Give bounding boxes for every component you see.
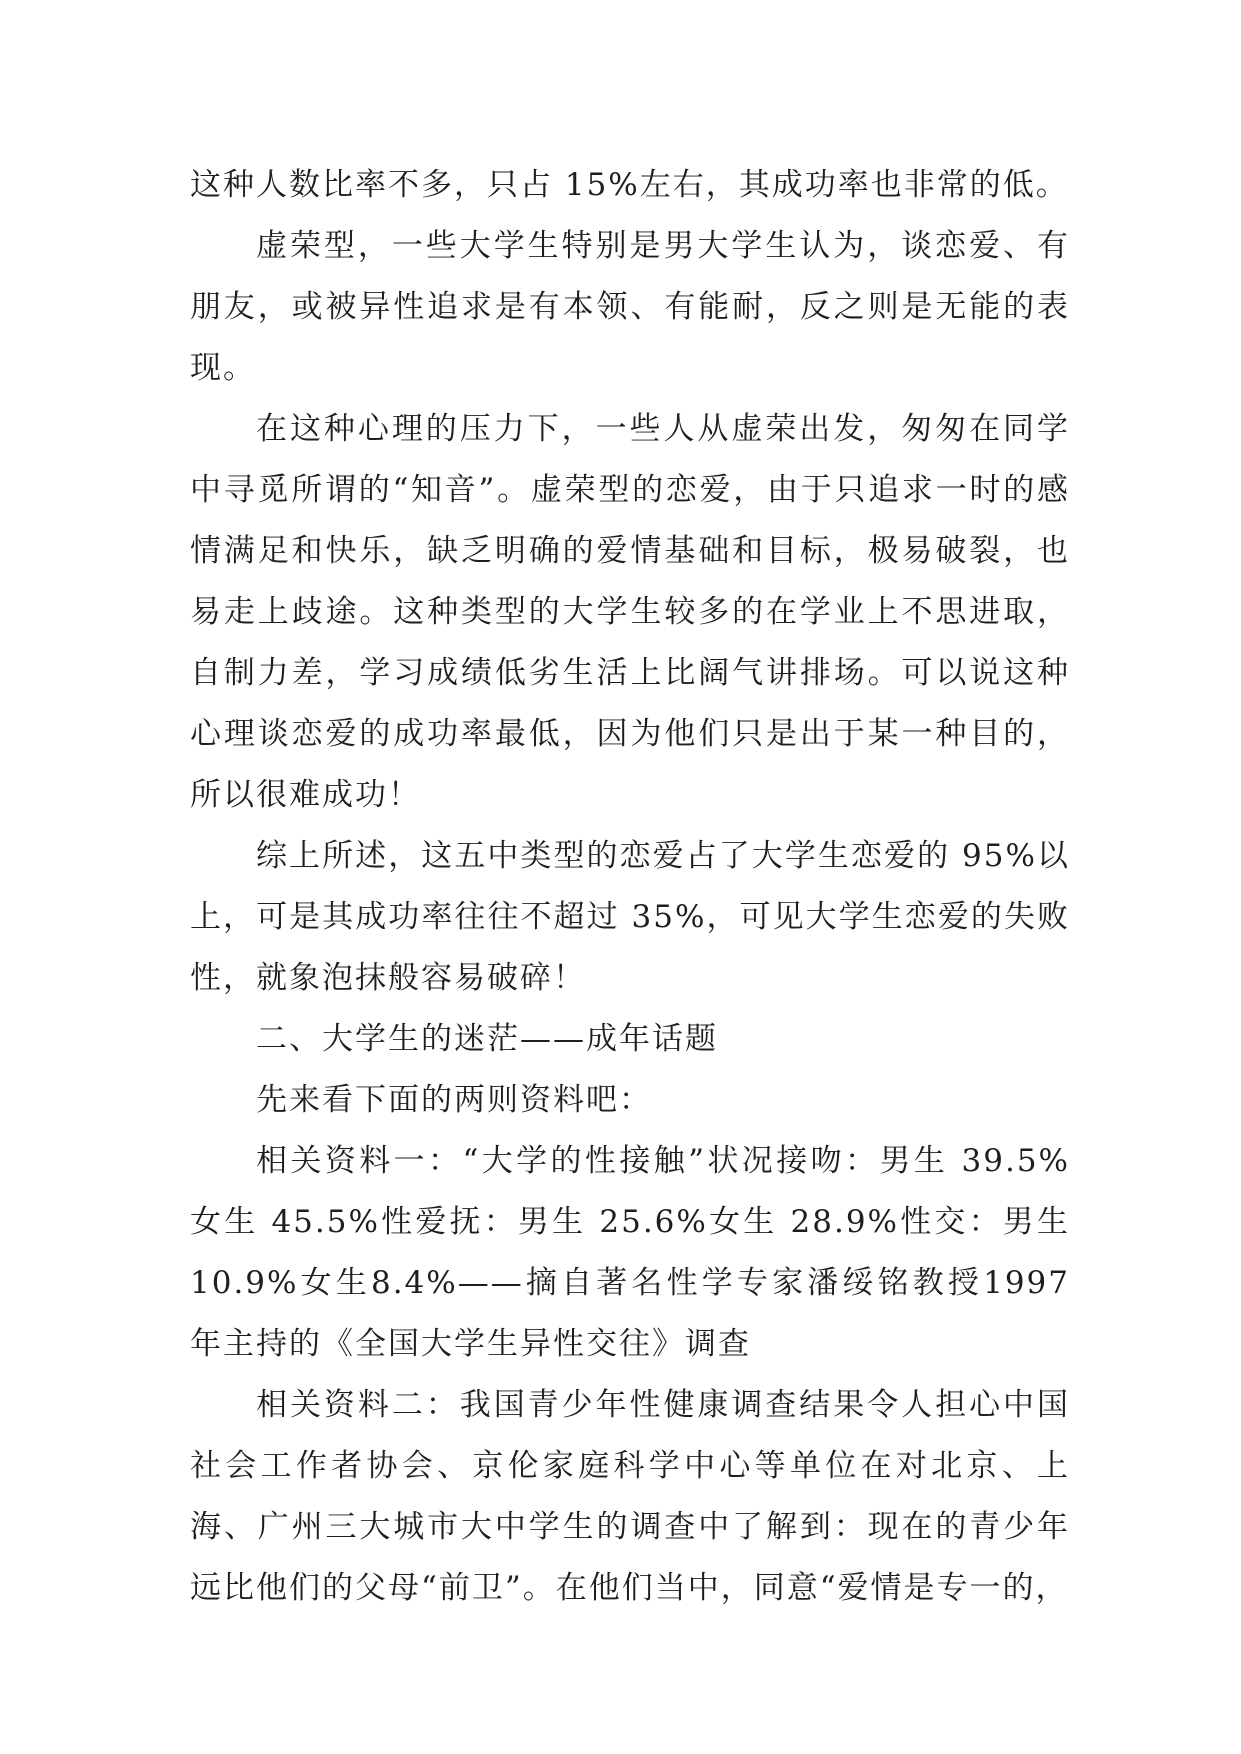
paragraph-continuation: 这种人数比率不多，只占 15%左右，其成功率也非常的低。 xyxy=(190,167,1069,203)
paragraph-material-two: 相关资料二：我国青少年性健康调查结果令人担心中国社会工作者协会、京伦家庭科学中心等单位在对北京、上海、广州三大城市大中学生的调查中了解到：现在的青少年远比他们的父母“前卫”。在他们当中，同意“爱情是专一的， xyxy=(190,1387,1070,1606)
paragraph-vanity-type: 虚荣型，一些大学生特别是男大学生认为，谈恋爱、有朋友，或被异性追求是有本领、有能耐，反之则是无能的表现。 xyxy=(190,228,1070,386)
paragraph-summary: 综上所述，这五中类型的恋爱占了大学生恋爱的 95%以上，可是其成功率往往不超过 35%，可见大学生恋爱的失败性，就象泡抹般容易破碎！ xyxy=(190,838,1070,996)
paragraph-intro: 先来看下面的两则资料吧： xyxy=(256,1082,652,1118)
document-body xyxy=(190,155,1070,1619)
paragraph-vanity-pressure: 在这种心理的压力下，一些人从虚荣出发，匆匆在同学中寻觅所谓的“知音”。虚荣型的恋爱，由于只追求一时的感情满足和快乐，缺乏明确的爱情基础和目标，极易破裂，也易走上歧途。这种类型的大学生较多的在学业上不思进取，自制力差，学习成绩低劣生活上比阔气讲排场。可以说这种心理谈恋爱的成功率最低，因为他们只是出于某一种目的，所以很难成功！ xyxy=(190,411,1070,813)
section-heading: 二、大学生的迷茫——成年话题 xyxy=(256,1021,718,1057)
paragraph-material-one: 相关资料一：“大学的性接触”状况接吻：男生 39.5%女生 45.5%性爱抚：男生 25.6%女生 28.9%性交：男生 10.9%女生8.4%——摘自著名性学专家潘绥铭教授1997 年主持的《全国大学生异性交往》调查 xyxy=(190,1143,1070,1362)
